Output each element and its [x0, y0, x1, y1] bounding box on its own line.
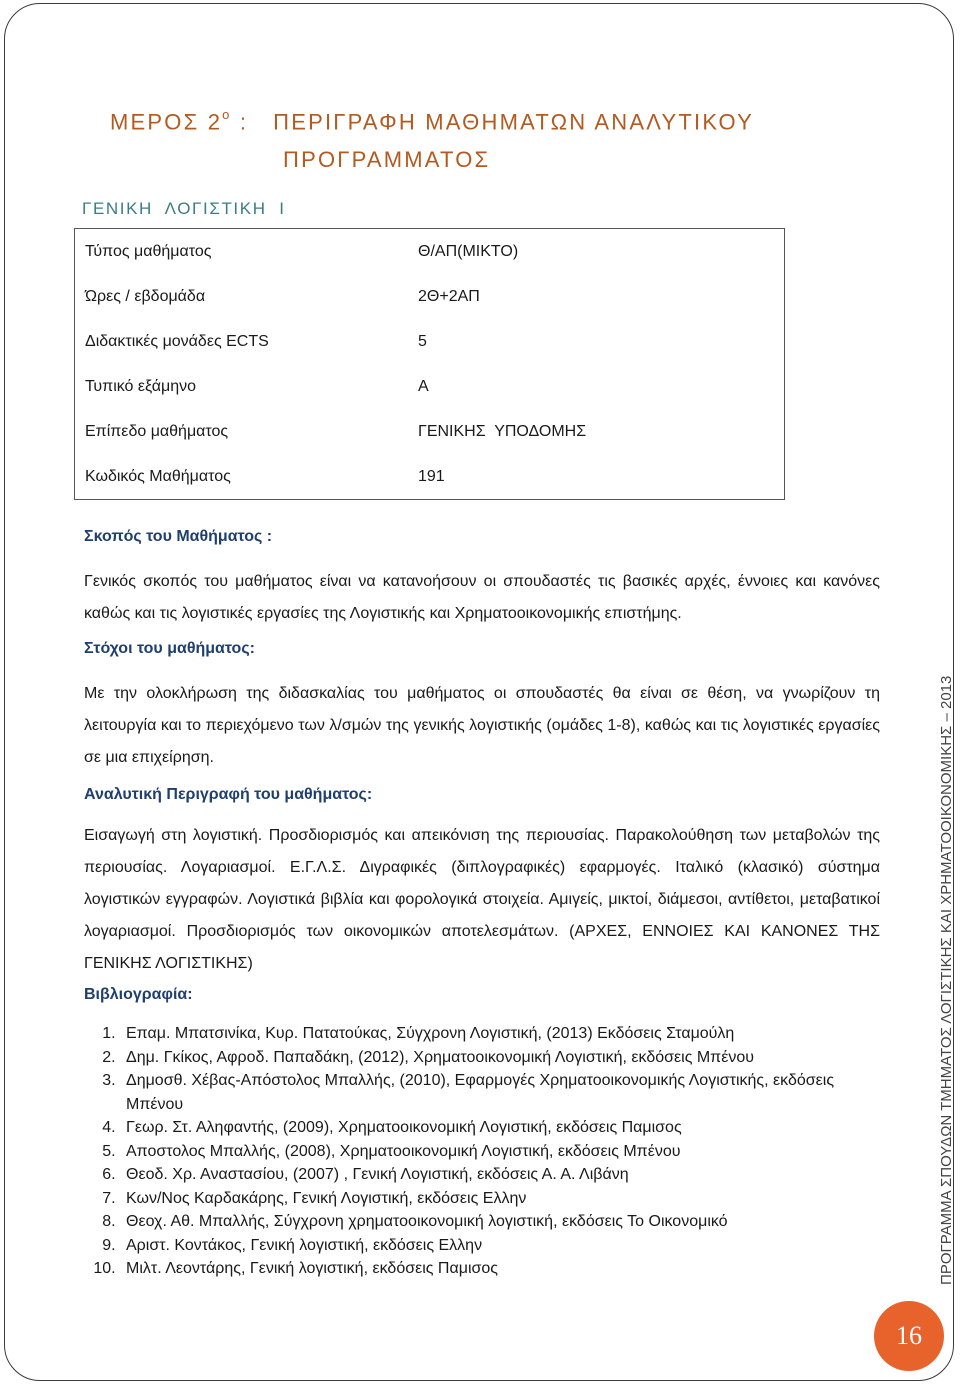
- bibliography-heading: Βιβλιογραφία:: [84, 986, 193, 1003]
- page-number-badge: 16: [874, 1301, 944, 1371]
- table-row: [75, 409, 785, 454]
- list-item: 4. Γεωρ. Στ. Αληφαντής, (2009), Χρηματοοικονομική Λογιστική, εκδόσεις Παμισος: [120, 1116, 880, 1140]
- course-title: ΓΕΝΙΚΗ ΛΟΓΙΣΤΙΚΗ Ι: [82, 199, 286, 218]
- table-row: [75, 319, 785, 364]
- part-title-sup: ο: [222, 107, 232, 122]
- info-label: Επίπεδο μαθήματος: [85, 422, 229, 440]
- info-value: Θ/ΑΠ(ΜΙΚΤΟ): [418, 242, 519, 260]
- info-value: 191: [418, 467, 445, 485]
- description-heading: Αναλυτική Περιγραφή του μαθήματος:: [84, 786, 373, 803]
- table-row: [75, 229, 785, 275]
- list-item: 6. Θεοδ. Χρ. Αναστασίου, (2007) , Γενική Λογιστική, εκδόσεις Α. Α. Λιβάνη: [120, 1163, 880, 1187]
- info-value: 2Θ+2ΑΠ: [418, 287, 480, 305]
- info-value: 5: [418, 332, 427, 350]
- description-text: Εισαγωγή στη λογιστική. Προσδιορισμός και απεικόνιση της περιουσίας. Παρακολούθηση των μεταβολών της περιουσίας. Λογαριασμοί. Ε.Γ.Λ.Σ. Διγραφικές (διπλογραφικές) εφαρμογές. Ιταλικό (κλασικό) σύστημα λογιστικών εγγραφών. Λογιστικά βιβλία και φορολογικά στοιχεία. Αμιγείς, μικτοί, διάμεσοι, αντίθετοι, μεταβατικοί λογαριασμοί. Προσδιορισμός των οικονομικών αποτελεσμάτων. (ΑΡΧΕΣ, ΕΝΝΟΙΕΣ ΚΑΙ ΚΑΝΟΝΕΣ ΤΗΣ ΓΕΝΙΚΗΣ ΛΟΓΙΣΤΙΚΗΣ): [84, 827, 880, 972]
- info-value: Α: [418, 377, 429, 395]
- list-item: 8. Θεοχ. Αθ. Μπαλλής, Σύγχρονη χρηματοοικονομική λογιστική, εκδόσεις Το Οικονομικό: [120, 1210, 880, 1234]
- info-label: Τυπικό εξάμηνο: [85, 377, 197, 395]
- table-row: [75, 454, 785, 500]
- info-label: Διδακτικές μονάδες ECTS: [85, 332, 269, 350]
- part-title: [110, 98, 830, 179]
- info-label: Ώρες / εβδομάδα: [85, 287, 206, 305]
- bibliography-list: [84, 1022, 880, 1281]
- goals-heading: Στόχοι του μαθήματος:: [84, 640, 255, 657]
- list-item: 2. Δημ. Γκίκος, Αφροδ. Παπαδάκη, (2012), Χρηματοοικονομική Λογιστική, εκδόσεις Μπένου: [120, 1046, 880, 1070]
- part-title-line2: ΠΡΟΓΡΑΜΜΑΤΟΣ: [283, 147, 491, 173]
- info-value: ΓΕΝΙΚΗΣ ΥΠΟΔΟΜΗΣ: [418, 422, 587, 440]
- table-row: [75, 364, 785, 409]
- info-label: Τύπος μαθήματος: [85, 242, 212, 260]
- list-item: 3. Δημοσθ. Χέβας-Απόστολος Μπαλλής, (2010), Εφαρμογές Χρηματοοικονομικής Λογιστικής, εκδόσεις Μπένου: [120, 1069, 880, 1116]
- course-info-table: [74, 228, 785, 500]
- part-title-rest: : ΠΕΡΙΓΡΑΦΗ ΜΑΘΗΜΑΤΩΝ ΑΝΑΛΥΤΙΚΟΥ: [231, 109, 755, 135]
- list-item: 10. Μιλτ. Λεοντάρης, Γενική λογιστική, εκδόσεις Παμισος: [120, 1257, 880, 1281]
- scope-heading: Σκοπός του Μαθήματος :: [84, 528, 273, 545]
- list-item: 1. Επαμ. Μπατσινίκα, Κυρ. Πατατούκας, Σύγχρονη Λογιστική, (2013) Εκδόσεις Σταμούλη: [120, 1022, 880, 1046]
- list-item: 5. Αποστολος Μπαλλής, (2008), Χρηματοοικονομική Λογιστική, εκδόσεις Μπένου: [120, 1140, 880, 1164]
- list-item: 7. Κων/Νος Καρδακάρης, Γενική Λογιστική, εκδόσεις Ελλην: [120, 1187, 880, 1211]
- part-title-prefix: ΜΕΡΟΣ 2: [110, 109, 223, 135]
- list-item: 9. Αριστ. Κοντάκος, Γενική λογιστική, εκδόσεις Ελλην: [120, 1234, 880, 1258]
- info-label: Κωδικός Μαθήματος: [85, 467, 231, 485]
- scope-text: Γενικός σκοπός του μαθήματος είναι να κατανοήσουν οι σπουδαστές τις βασικές αρχές, έννοιες και κανόνες καθώς και τις λογιστικές εργασίες της Λογιστικής και Χρηματοοικονομικής επιστήμης.: [84, 573, 880, 622]
- table-row: [75, 274, 785, 319]
- side-running-header: ΠΡΟΓΡΑΜΜΑ ΣΠΟΥΔΩΝ ΤΜΗΜΑΤΟΣ ΛΟΓΙΣΤΙΚΗΣ ΚΑΙ ΧΡΗΜΑΤΟΟΙΚΟΝΟΜΙΚΗΣ – 2013: [938, 675, 955, 1285]
- course-sections: [84, 528, 880, 1281]
- goals-text: Με την ολοκλήρωση της διδασκαλίας του μαθήματος οι σπουδαστές θα είναι σε θέση, να γνωρίζουν τη λειτουργία και το περιεχόμενο των λ/σμών της γενικής λογιστικής (ομάδες 1-8), καθώς και τις λογιστικές εργασίες σε μια επιχείρηση.: [84, 685, 880, 766]
